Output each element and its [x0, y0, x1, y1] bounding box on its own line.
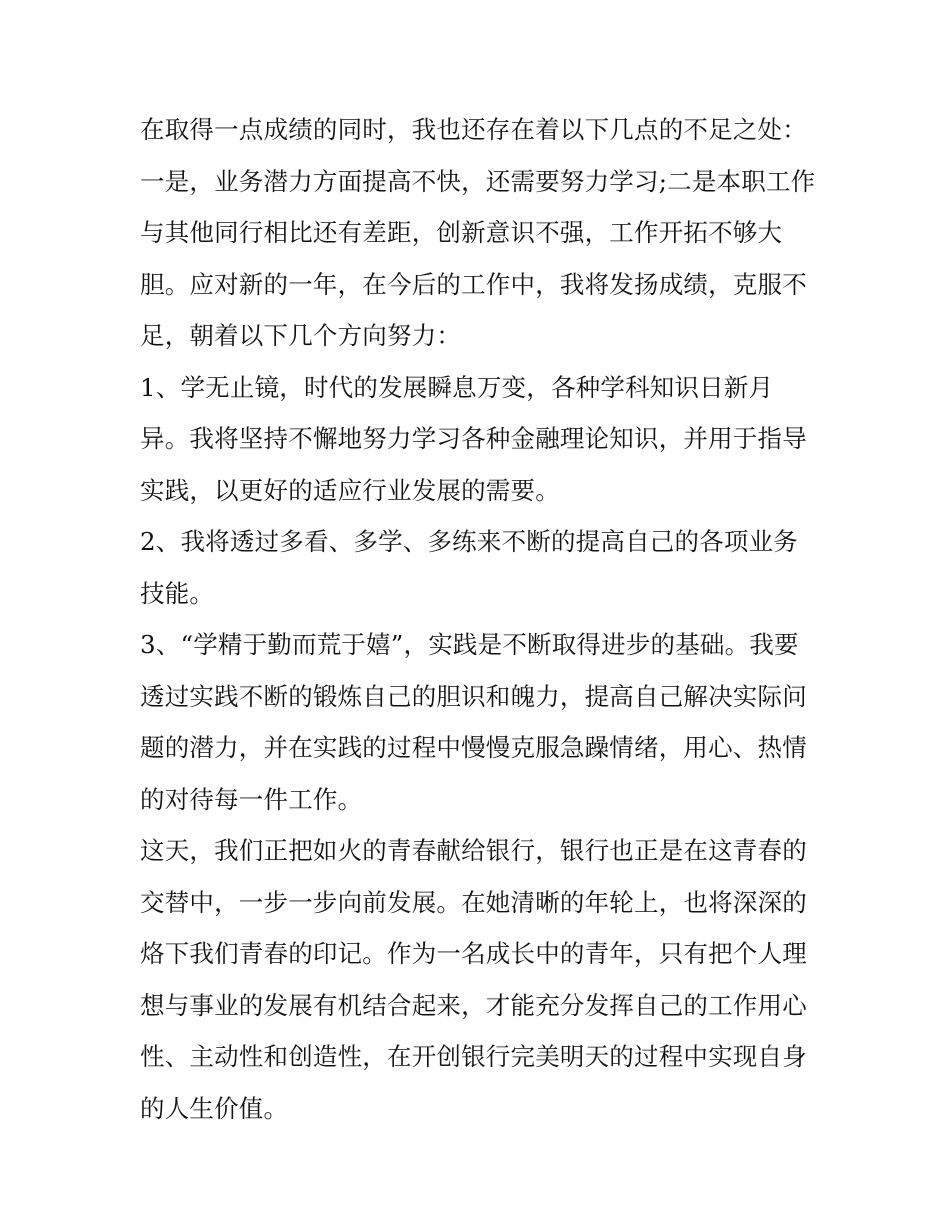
document-body — [140, 104, 816, 1134]
paragraph-item-3: 3、“学精于勤而荒于嬉”，实践是不断取得进步的基础。我要透过实践不断的锻炼自己的胆识和魄力，提高自己解决实际问题的潜力，并在实践的过程中慢慢克服急躁情绪，用心、热情的对待每一件工作。 — [140, 630, 807, 814]
paragraph-shortcomings: 在取得一点成绩的同时，我也还存在着以下几点的不足之处：一是，业务潜力方面提高不快，还需要努力学习;二是本职工作与其他同行相比还有差距，创新意识不强，工作开拓不够大胆。应对新的一年，在今后的工作中，我将发扬成绩，克服不足，朝着以下几个方向努力： — [140, 115, 816, 350]
paragraph-conclusion: 这天，我们正把如火的青春献给银行，银行也正是在这青春的交替中，一步一步向前发展。在她清晰的年轮上，也将深深的烙下我们青春的印记。作为一名成长中的青年，只有把个人理想与事业的发展有机结合起来，才能充分发挥自己的工作用心性、主动性和创造性，在开创银行完美明天的过程中实现自身的人生价值。 — [140, 836, 807, 1123]
paragraph-item-2: 2、我将透过多看、多学、多练来不断的提高自己的各项业务技能。 — [140, 527, 798, 608]
paragraph-item-1: 1、学无止镜，时代的发展瞬息万变，各种学科知识日新月异。我将坚持不懈地努力学习各种金融理论知识，并用于指导实践，以更好的适应行业发展的需要。 — [140, 372, 807, 505]
